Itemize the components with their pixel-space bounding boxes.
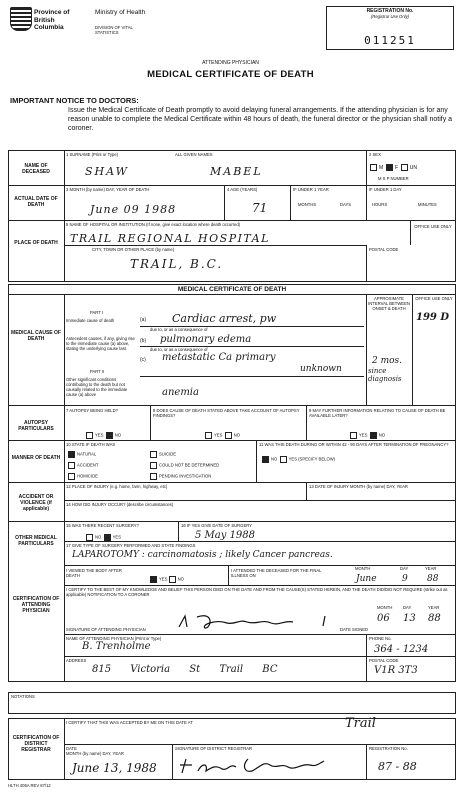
cause-b-marker: (b) bbox=[140, 338, 147, 344]
certify-statement: I CERTIFY TO THE BEST OF MY KNOWLEDGE AND BELIEF THIS PERSON DIED ON THE DATE AND FROM THE CAUSE(S) STATED HEREIN, AND THE DEATH DID/DID NOT REQUIRE (strike out as applicable) NOTIFICATION TO A CORONER bbox=[66, 587, 448, 597]
hospital-value: TRAIL REGIONAL HOSPITAL bbox=[70, 232, 270, 245]
section-date-of-death: ACTUAL DATE OF DEATH bbox=[14, 196, 58, 208]
attended-month-value: June bbox=[356, 574, 377, 584]
immediate-cause-label: Immediate cause of death bbox=[66, 318, 115, 323]
autopsy-q7-options[interactable]: YES NO bbox=[86, 432, 121, 439]
form-code: HLTH 406A REV 87/12 bbox=[8, 783, 51, 788]
viewed-body-label: I VIEWED THE BODY AFTER DEATH bbox=[66, 568, 122, 578]
hospital-label: 5 NAME OF HOSPITAL OR INSTITUTION (If none, give exact location where death occurred) bbox=[66, 222, 241, 227]
autopsy-q9-options[interactable]: YES NO bbox=[350, 432, 385, 439]
physician-signature bbox=[175, 613, 335, 633]
given-names-value: MABEL bbox=[210, 165, 263, 178]
office-code-value: 199 D bbox=[416, 312, 450, 323]
manner-label: 10 STATE IF DEATH WAS bbox=[66, 442, 116, 447]
attended-day-label: DAY bbox=[400, 566, 409, 571]
attending-subtitle: ATTENDING PHYSICIAN bbox=[202, 60, 259, 66]
manner-homicide[interactable]: HOMICIDE bbox=[68, 473, 98, 480]
phone-value: 364 - 1234 bbox=[374, 644, 429, 655]
msp-label: M S P NUMBER bbox=[378, 176, 409, 181]
part-2-label: PART II bbox=[90, 369, 105, 374]
injury-place-label: 12 PLACE OF INJURY (e.g. home, farm, highway, etc) bbox=[66, 484, 168, 489]
viewed-options[interactable]: YES NO bbox=[150, 576, 184, 583]
cause-d-value: unknown bbox=[300, 364, 342, 374]
cause-b-value: pulmonary edema bbox=[160, 334, 252, 345]
registrar-date-value: June 13, 1988 bbox=[72, 761, 157, 775]
manner-pending[interactable]: PENDING INVESTIGATION bbox=[150, 473, 211, 480]
date-signed-label: DATE SIGNED bbox=[340, 627, 369, 632]
signed-year-label: YEAR bbox=[428, 605, 440, 610]
pregnancy-options[interactable]: NO YES (SPECIFY BELOW) bbox=[262, 456, 335, 463]
surgery-options[interactable]: NO YES bbox=[86, 534, 121, 541]
registrar-reg-label: REGISTRATION No. bbox=[369, 746, 408, 751]
signed-year-value: 88 bbox=[428, 613, 441, 624]
section-autopsy: AUTOPSY PARTICULARS bbox=[18, 420, 54, 432]
registrar-signature bbox=[178, 755, 328, 777]
signed-day-value: 13 bbox=[403, 613, 416, 624]
interval-c-value: 2 mos. bbox=[372, 356, 403, 366]
registrar-date-label: DATE bbox=[66, 746, 77, 751]
days-label: DAYS bbox=[340, 202, 352, 207]
bc-logo bbox=[10, 7, 32, 31]
signed-month-label: MONTH bbox=[377, 605, 393, 610]
attended-year-label: YEAR bbox=[425, 566, 437, 571]
part-2-value: anemia bbox=[162, 387, 199, 398]
ministry-name: Ministry of Health bbox=[95, 9, 146, 16]
notations-label: NOTATIONS bbox=[11, 694, 35, 699]
province-name: Province of British Columbia bbox=[34, 9, 70, 31]
cause-c-marker: (c) bbox=[140, 357, 146, 363]
surgery-date-label: 16 IF YES GIVE DATE OF SURGERY bbox=[181, 523, 252, 528]
postal-code-label: POSTAL CODE bbox=[369, 247, 399, 252]
page-title: MEDICAL CERTIFICATE OF DEATH bbox=[147, 69, 314, 80]
city-value: TRAIL, B.C. bbox=[130, 257, 224, 271]
surgery-findings-value: LAPAROTOMY : carcinomatosis ; likely Cancer pancreas. bbox=[72, 550, 333, 560]
date-of-death-label: 3 MONTH (by name) DAY, YEAR OF DEATH bbox=[66, 187, 150, 192]
surgery-question: 15 WAS THERE RECENT SURGERY? bbox=[66, 523, 139, 528]
city-label: CITY, TOWN OR OTHER PLACE (by name) bbox=[92, 247, 175, 252]
registrar-certify: I CERTIFY THAT THIS WAS ACCEPTED BY ME ON THIS DATE AT bbox=[66, 720, 193, 725]
injury-date-label: 13 DATE OF INJURY MONTH (by name) DAY, YEAR bbox=[309, 484, 408, 489]
section-certification: CERTIFICATION OF ATTENDING PHYSICIAN bbox=[12, 596, 60, 614]
autopsy-q8: 8 DOES CAUSE OF DEATH STATED ABOVE TAKE ACCOUNT OF AUTOPSY FINDINGS? bbox=[153, 408, 300, 418]
section-name-of-deceased: NAME OF DECEASED bbox=[22, 163, 50, 175]
section-manner: MANNER OF DEATH bbox=[11, 455, 61, 461]
physician-signature-label: SIGNATURE OF ATTENDING PHYSICIAN bbox=[66, 627, 146, 632]
section-place-of-death: PLACE OF DEATH bbox=[14, 240, 58, 246]
attended-day-value: 9 bbox=[402, 574, 408, 584]
manner-undetermined[interactable]: COULD NOT BE DETERMINED bbox=[150, 462, 219, 469]
attended-month-label: MONTH bbox=[355, 566, 371, 571]
age-value: 71 bbox=[252, 201, 268, 215]
office-use-label: OFFICE USE ONLY bbox=[414, 224, 452, 229]
surgery-type-label: 17 GIVE TYPE OF SURGERY PERFORMED AND STATE FINDINGS bbox=[66, 543, 196, 548]
registrar-date-sub: MONTH (by name) DAY, YEAR bbox=[66, 751, 124, 756]
age-label: 4 AGE (YEARS) bbox=[227, 187, 258, 192]
attended-year-value: 88 bbox=[427, 574, 439, 584]
months-label: MONTHS bbox=[298, 202, 317, 207]
minutes-label: MINUTES bbox=[418, 202, 437, 207]
physician-postal-label: POSTAL CODE bbox=[369, 658, 399, 663]
other-conditions-label: Other significant conditions contributing to the death but not causally related to the immediate cause (a) above bbox=[66, 377, 128, 397]
autopsy-q9: 9 MAY FURTHER INFORMATION RELATING TO CAUSE OF DEATH BE AVAILABLE LATER? bbox=[309, 408, 446, 418]
signed-day-label: DAY bbox=[403, 605, 412, 610]
given-names-label: ALL GIVEN NAMES bbox=[175, 152, 213, 157]
notice-heading: IMPORTANT NOTICE TO DOCTORS: bbox=[10, 96, 139, 105]
medical-heading: MEDICAL CERTIFICATE OF DEATH bbox=[177, 286, 287, 293]
surname-value: SHAW bbox=[85, 165, 129, 178]
section-medical-cause: MEDICAL CAUSE OF DEATH bbox=[11, 330, 61, 342]
sex-options[interactable]: M F UN bbox=[370, 164, 454, 171]
physician-postal-value: V1R 3T3 bbox=[374, 665, 418, 676]
section-other-medical: OTHER MEDICAL PARTICULARS bbox=[15, 535, 57, 547]
cause-a-marker: (a) bbox=[140, 317, 147, 323]
interval-label: APPROXIMATE INTERVAL BETWEEN ONSET & DEATH bbox=[368, 296, 410, 311]
registrar-place-value: Trail bbox=[345, 716, 376, 731]
pregnancy-question: 11 WAS THIS DEATH DURING OR WITHIN 42 - 90 DAYS AFTER TERMINATION OF PREGNANCY? bbox=[259, 442, 449, 447]
reg-note: (Registrar Use Only) bbox=[370, 14, 410, 19]
due-to-c-label: due to, or as a consequence of bbox=[150, 347, 208, 352]
reg-number: 011251 bbox=[364, 34, 416, 47]
reg-label: REGISTRATION No. bbox=[366, 8, 414, 14]
notice-text: Issue the Medical Certificate of Death promptly to avoid delaying funeral arrangements. If the attending physician is for any reason unable to complete the Medical Certificate within 48 hours of death, the funeral director or the physician shall notify a coroner. bbox=[68, 107, 453, 132]
part-1-label: PART I bbox=[90, 310, 104, 315]
cause-c-value: metastatic Ca primary bbox=[162, 352, 276, 363]
under-1-day-label: IF UNDER 1 DAY bbox=[369, 187, 402, 192]
autopsy-q7: 7 AUTOPSY BEING HELD? bbox=[66, 408, 118, 413]
surgery-date-value: 5 May 1988 bbox=[195, 530, 256, 541]
notations-box bbox=[8, 692, 456, 714]
address-value: 815 Victoria St Trail BC bbox=[92, 664, 278, 675]
physician-name-label: NAME OF ATTENDING PHYSICIAN (Print or Type) bbox=[66, 636, 162, 641]
section-accident: ACCIDENT OR VIOLENCE (if applicable) bbox=[18, 494, 54, 512]
antecedent-label: Antecedent causes, if any, giving rise to the immediate cause (a) above, stating the underlying cause last. bbox=[66, 336, 135, 351]
autopsy-q8-options[interactable]: YES NO bbox=[205, 432, 240, 439]
cause-a-value: Cardiac arrest, pw bbox=[172, 312, 277, 325]
sex-label: 2 SEX bbox=[369, 152, 381, 157]
signed-month-value: 06 bbox=[377, 613, 390, 624]
hours-label: HOURS bbox=[372, 202, 388, 207]
office-use-label-2: OFFICE USE ONLY bbox=[415, 296, 453, 301]
attended-label: I ATTENDED THE DECEASED FOR THE FINAL ILLNESS ON bbox=[231, 568, 322, 578]
date-of-death-value: June 09 1988 bbox=[90, 203, 177, 216]
division-name: DIVISION OF VITAL STATISTICS bbox=[95, 25, 133, 35]
manner-accident[interactable]: ACCIDENT bbox=[68, 462, 98, 469]
manner-natural[interactable]: NATURAL bbox=[68, 451, 96, 458]
interval-d-value: since diagnosis bbox=[368, 367, 402, 383]
registrar-reg-value: 87 - 88 bbox=[378, 760, 417, 773]
due-to-b-label: due to, or as a consequence of bbox=[150, 327, 208, 332]
registrar-signature-label: SIGNATURE OF DISTRICT REGISTRAR bbox=[175, 746, 253, 751]
manner-suicide[interactable]: SUICIDE bbox=[150, 451, 176, 458]
surname-label: 1 SURNAME (Print or Type) bbox=[66, 152, 119, 157]
injury-how-label: 14 HOW DID INJURY OCCUR? (describe circumstances) bbox=[66, 502, 174, 507]
address-label: ADDRESS bbox=[66, 658, 87, 663]
physician-name-value: B. Trenholme bbox=[82, 641, 151, 652]
phone-label: PHONE No. bbox=[369, 636, 392, 641]
under-1-year-label: IF UNDER 1 YEAR bbox=[293, 187, 329, 192]
section-registrar: CERTIFICATION OF DISTRICT REGISTRAR bbox=[12, 735, 60, 753]
